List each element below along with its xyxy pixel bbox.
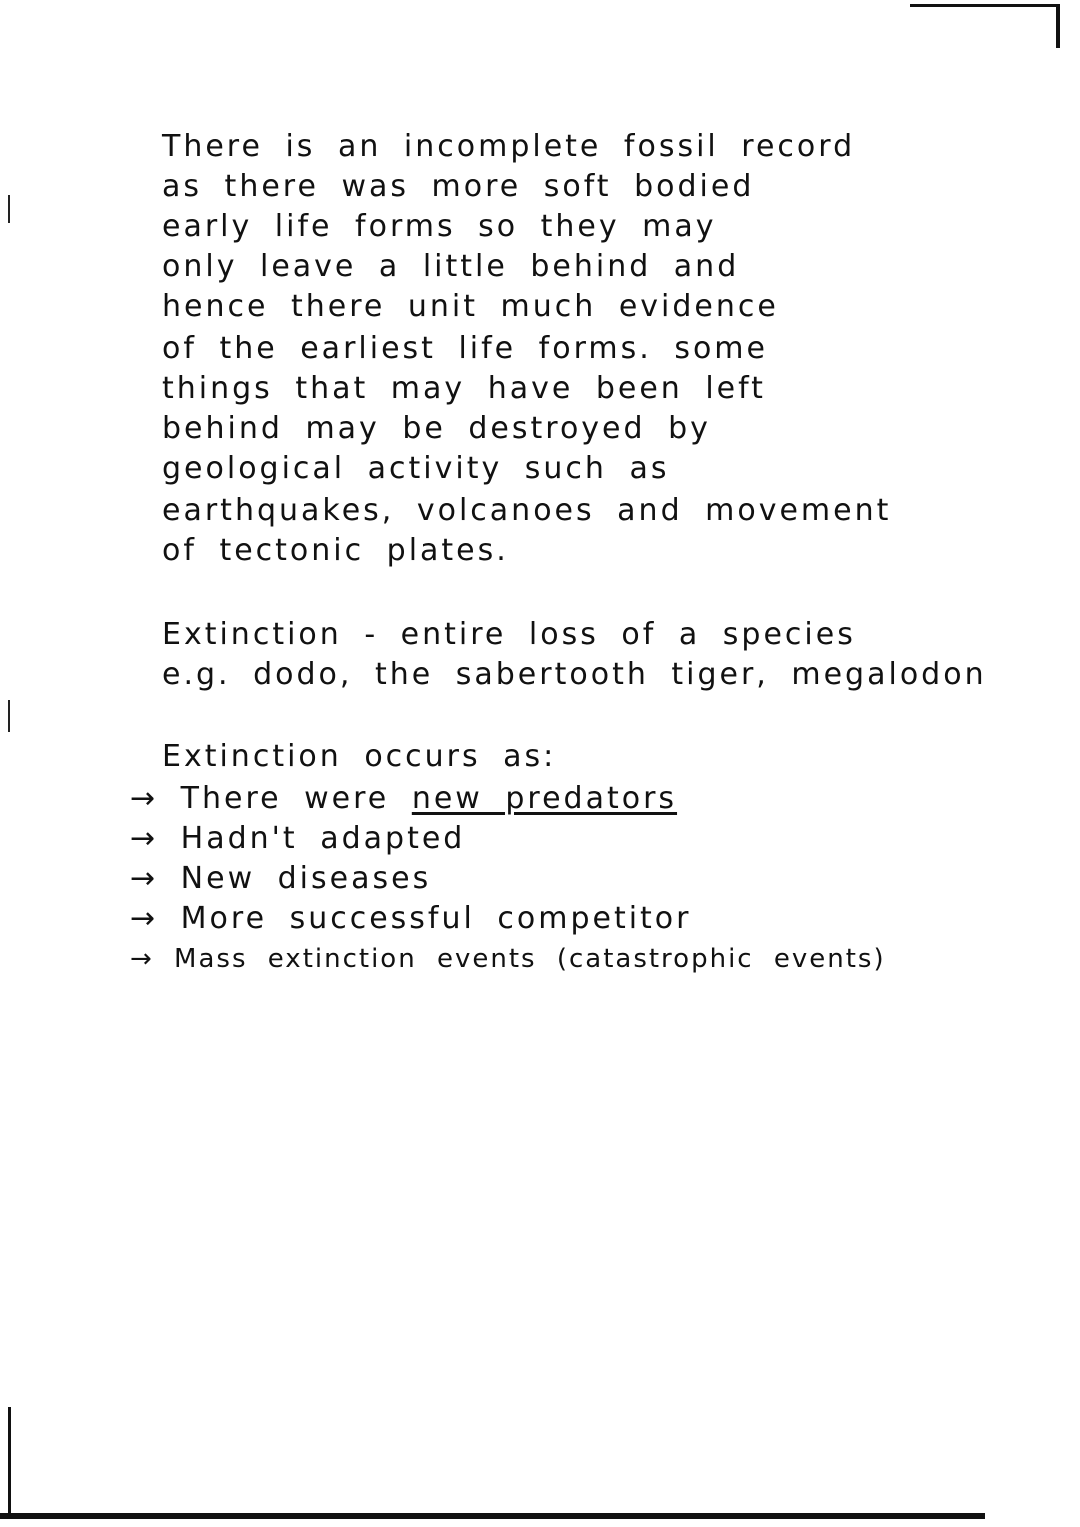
examples-line: e.g. dodo, the sabertooth tiger, megalodon [162, 657, 987, 692]
scan-mark [8, 700, 10, 732]
paragraph-line: as there was more soft bodied [162, 169, 755, 204]
paragraph-line: behind may be destroyed by [162, 411, 711, 446]
cause-item-underlined: new predators [411, 781, 678, 816]
cause-item-text: → Hadn't adapted [130, 821, 466, 856]
cause-item-text: → New diseases [130, 861, 432, 896]
scan-edge-left [8, 1407, 11, 1517]
scan-edge-top [910, 4, 1060, 7]
cause-item-text: → Mass extinction events (catastrophic events) [130, 944, 886, 974]
cause-item-text: → More successful competitor [130, 901, 692, 936]
paragraph-line: earthquakes, volcanoes and movement [162, 493, 892, 528]
cause-item [130, 861, 432, 896]
paragraph-line: things that may have been left [162, 371, 766, 406]
paragraph-line: of the earliest life forms. some [162, 331, 768, 366]
scan-edge-bottom [0, 1513, 985, 1519]
cause-item-text: → There were [130, 781, 412, 816]
paragraph-line: hence there unit much evidence [162, 289, 779, 324]
causes-heading: Extinction occurs as: [162, 739, 557, 774]
scan-edge-right [1056, 4, 1060, 48]
cause-item [130, 821, 466, 856]
paragraph-line: geological activity such as [162, 451, 670, 486]
paragraph-line: There is an incomplete fossil record [162, 129, 856, 164]
cause-item [130, 781, 678, 816]
paragraph-line: early life forms so they may [162, 209, 717, 244]
definition-line: Extinction - entire loss of a species [162, 617, 856, 652]
cause-item [130, 901, 692, 936]
paragraph-line: of tectonic plates. [162, 533, 509, 568]
paragraph-line: only leave a little behind and [162, 249, 740, 284]
scan-mark [8, 195, 10, 223]
cause-item [130, 946, 886, 972]
